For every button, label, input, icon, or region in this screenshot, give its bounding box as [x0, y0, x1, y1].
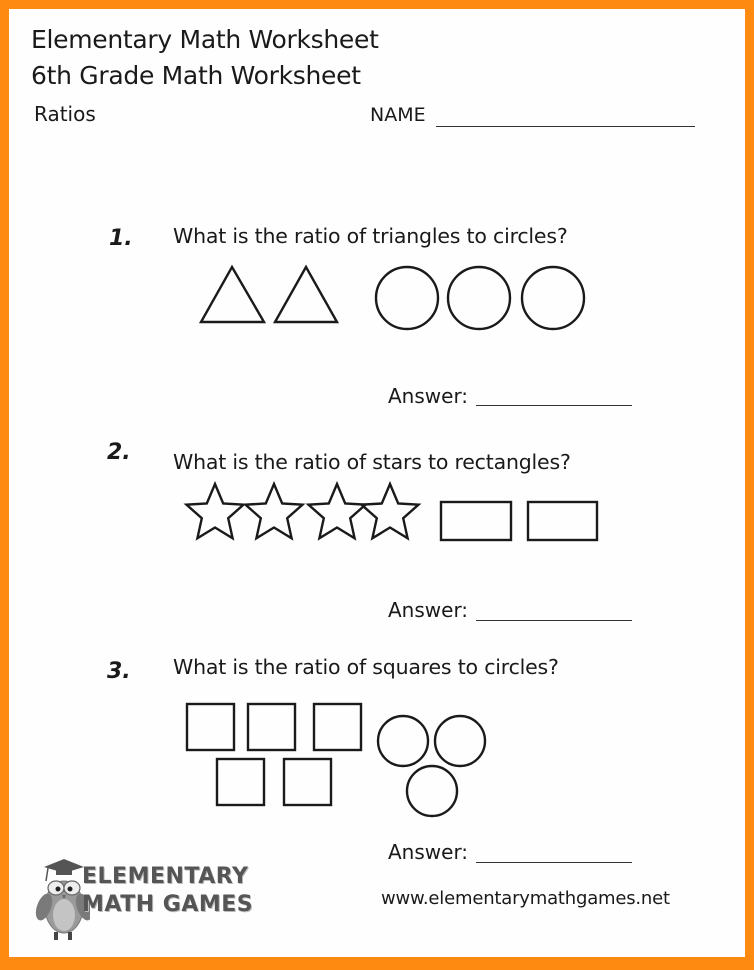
- name-label: NAME: [370, 104, 426, 126]
- square-icon: [314, 704, 361, 750]
- square-icon: [248, 704, 295, 750]
- square-icon: [217, 759, 264, 805]
- square-icon: [284, 759, 331, 805]
- question-3-text: What is the ratio of squares to circles?: [173, 655, 559, 679]
- triangle-icon: [275, 267, 337, 322]
- circle-icon: [407, 766, 457, 816]
- worksheet-title: Elementary Math Worksheet: [31, 25, 379, 54]
- question-3-number: 3.: [107, 659, 131, 684]
- star-icon: [246, 484, 303, 538]
- elementary-math-games-logo: [24, 850, 254, 940]
- question-2-answer-label: Answer:: [388, 598, 469, 622]
- worksheet-subtitle: 6th Grade Math Worksheet: [31, 61, 361, 90]
- question-2-text: What is the ratio of stars to rectangles?: [173, 450, 571, 474]
- rectangle-icon: [441, 502, 511, 540]
- website-url[interactable]: www.elementarymathgames.net: [381, 888, 670, 909]
- square-icon: [187, 704, 234, 750]
- circle-icon: [522, 267, 584, 329]
- star-icon: [362, 484, 419, 538]
- circle-icon: [435, 716, 485, 766]
- triangle-icon: [201, 267, 264, 322]
- circle-icon: [378, 716, 428, 766]
- circle-icon: [376, 267, 438, 329]
- rectangle-icon: [528, 502, 597, 540]
- logo-text-line2: MATH GAMES: [82, 892, 254, 917]
- question-1-text: What is the ratio of triangles to circles?: [173, 224, 568, 248]
- question-2-number: 2.: [107, 440, 131, 465]
- question-1-answer-label: Answer:: [388, 384, 469, 408]
- circle-icon: [448, 267, 510, 329]
- logo-text-line1: ELEMENTARY: [82, 864, 249, 889]
- question-3-answer-label: Answer:: [388, 840, 469, 864]
- star-icon: [187, 484, 244, 538]
- owl-icon: [30, 855, 90, 945]
- worksheet-topic: Ratios: [34, 102, 96, 126]
- question-1-number: 1.: [109, 226, 133, 251]
- star-icon: [309, 484, 366, 538]
